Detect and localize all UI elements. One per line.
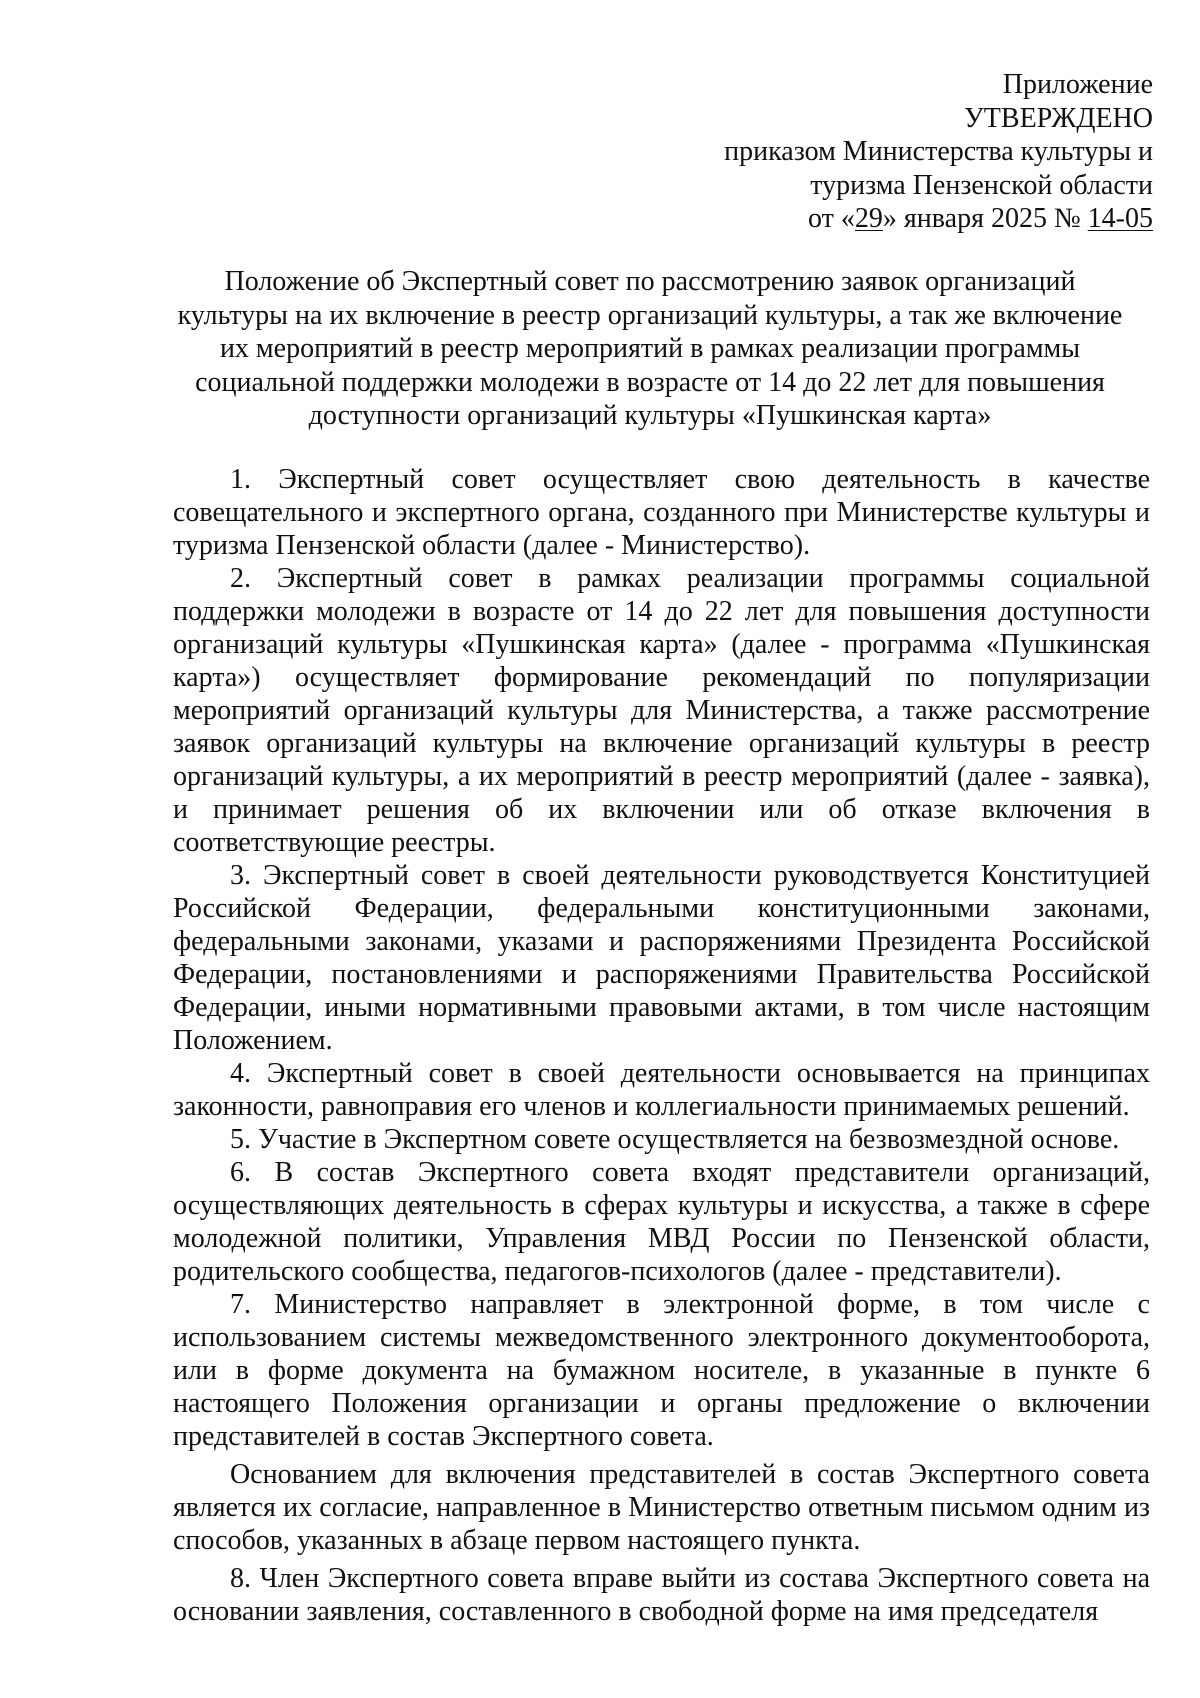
approval-approved-label: УТВЕРЖДЕНО [963,102,1153,134]
title-line-1: Положение об Экспертный совет по рассмотрению заявок организаций [224,266,1076,297]
paragraph-3: 3. Экспертный совет в своей деятельности руководствуется Конституцией Российской Федерации, федеральными конституционными законами, федеральными законами, указами и распоряжениями Президента Российской Федерации, постановлениями и распоряжениями Правительства Российской Федерации, иными нормативными правовыми актами, в том числе настоящим Положением. [173,860,1150,1056]
approval-date-line [724,202,1153,236]
document-title [150,265,1150,433]
paragraph-7: 7. Министерство направляет в электронной форме, в том числе с использованием системы межведомственного электронного документооборота, или в форме документа на бумажном носителе, в указанные в пункте 6 настоящего Положения организации и органы предложение о включении представителей в состав Экспертного совета. [173,1289,1150,1452]
paragraph-5: 5. Участие в Экспертном совете осуществляется на безвозмездной основе. [230,1124,1120,1155]
document-body [173,463,1150,1628]
paragraph-6: 6. В состав Экспертного совета входят представители организаций, осуществляющих деятельность в сферах культуры и искусства, а также в сфере молодежной политики, Управления МВД России по Пензенской области, родительского сообщества, педагогов-психологов (далее - представители). [173,1157,1150,1287]
approval-block [724,68,1153,236]
order-number: 14-05 [1087,203,1153,234]
paragraph-4: 4. Экспертный совет в своей деятельности основывается на принципах законности, равноправия его членов и коллегиальности принимаемых решений. [173,1058,1150,1122]
date-prefix: от « [808,203,855,234]
title-line-4: социальной поддержки молодежи в возрасте от 14 до 22 лет для повышения [195,366,1105,398]
approval-appendix-label: Приложение [1002,69,1153,100]
title-line-5: доступности организаций культуры «Пушкинская карта» [308,400,992,431]
paragraph-8: 8. Член Экспертного совета вправе выйти из состава Экспертного совета на основании заявления, составленного в свободной форме на имя председателя [173,1563,1150,1627]
approval-ministry-line: туризма Пензенской области [810,169,1153,201]
paragraph-7-continuation: Основанием для включения представителей в состав Экспертного совета является их согласие, направленное в Министерство ответным письмом одним из способов, указанных в абзаце первом настоящего пункта. [173,1459,1150,1556]
paragraph-1: 1. Экспертный совет осуществляет свою деятельность в качестве совещательного и экспертного органа, созданного при Министерстве культуры и туризма Пензенской области (далее - Министерство). [173,464,1150,561]
date-middle: » января 2025 № [882,203,1088,234]
title-line-3: их мероприятий в реестр мероприятий в рамках реализации программы [219,333,1081,364]
approval-order-line: приказом Министерства культуры и [724,136,1153,167]
paragraph-2: 2. Экспертный совет в рамках реализации программы социальной поддержки молодежи в возрасте от 14 до 22 лет для повышения доступности организаций культуры «Пушкинская карта» (далее - программа «Пушкинская карта») осуществляет формирование рекомендаций по популяризации мероприятий организаций культуры для Министерства, а также рассмотрение заявок организаций культуры на включение организаций культуры в реестр организаций культуры, а их мероприятий в реестр мероприятий (далее - заявка), и принимает решения об их включении или об отказе включения в соответствующие реестры. [173,563,1150,858]
date-day: 29 [854,203,883,234]
title-line-2: культуры на их включение в реестр организаций культуры, а так же включение [177,299,1123,331]
